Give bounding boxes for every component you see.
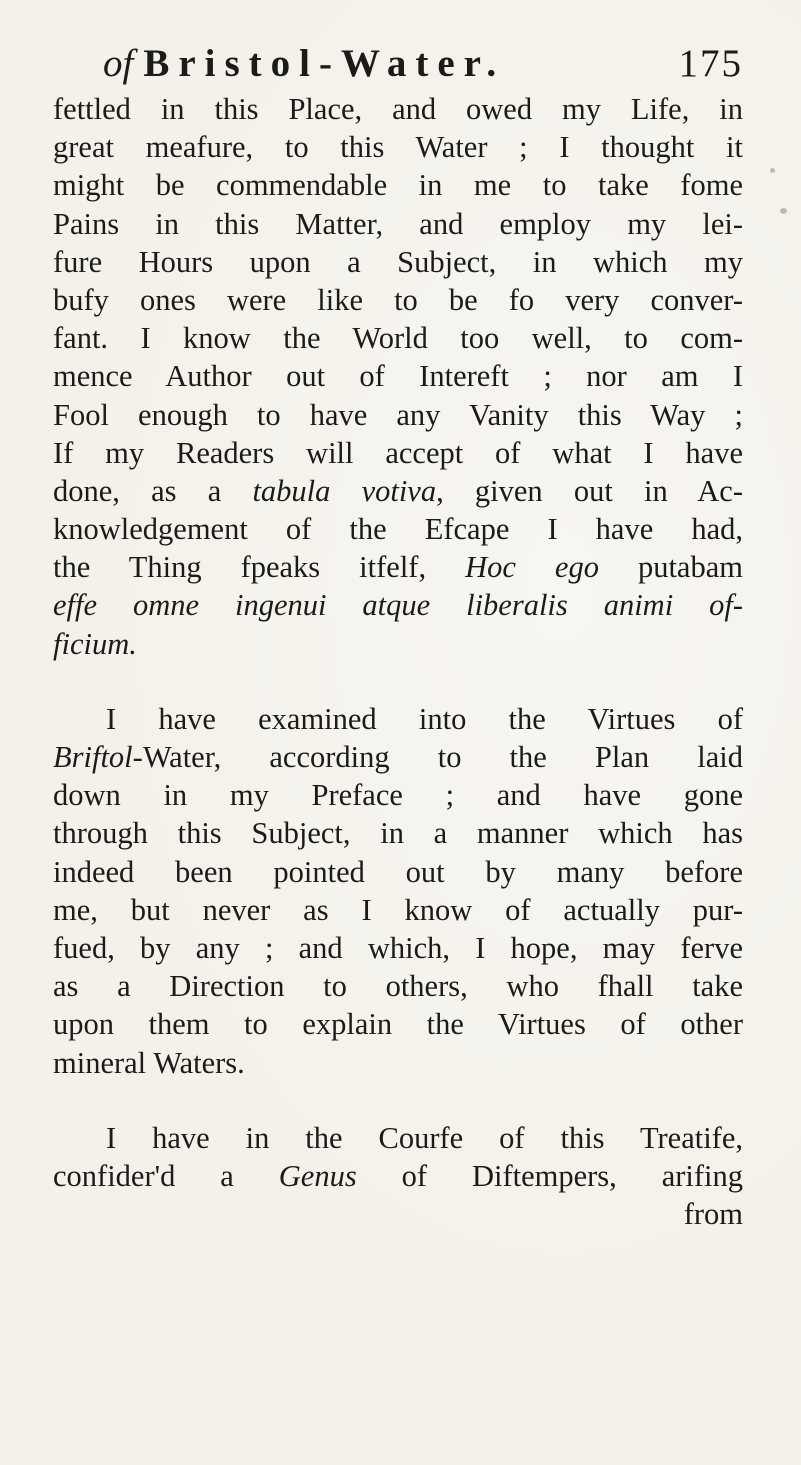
italic-text: Briftol — [53, 740, 133, 774]
text-line — [53, 510, 743, 548]
text-line — [53, 967, 743, 1005]
paragraph — [53, 700, 743, 1082]
text-line — [53, 891, 743, 929]
text-line — [53, 1157, 743, 1195]
text-line — [53, 281, 743, 319]
text-segment: confider'd a — [53, 1158, 279, 1193]
text-line — [53, 586, 743, 624]
text-segment: mineral Waters. — [53, 1045, 245, 1080]
text-segment: Pains in this Matter, and employ my lei- — [53, 206, 743, 241]
text-line — [53, 625, 743, 663]
text-segment: Fool enough to have any Vanity this Way ; — [53, 397, 743, 432]
italic-text: Hoc ego — [465, 550, 599, 585]
text-line — [53, 548, 743, 586]
text-line — [53, 738, 743, 776]
header-of: of — [103, 42, 134, 85]
header-title: Bristol-Water. — [143, 42, 506, 85]
text-line — [53, 929, 743, 967]
text-line — [53, 434, 743, 472]
text-segment: from — [683, 1197, 743, 1232]
text-line — [53, 853, 743, 891]
text-segment: down in my Preface ; and have gone — [53, 778, 743, 813]
text-segment: -Water, according to the Plan laid — [132, 740, 743, 774]
text-segment: through this Subject, in a manner which has — [53, 816, 743, 851]
text-segment: bufy ones were like to be fo very conver- — [53, 282, 743, 317]
text-segment: great meafure, to this Water ; I thought it — [53, 130, 743, 165]
text-line — [53, 205, 743, 243]
paragraph — [53, 1119, 743, 1234]
paragraph — [53, 90, 743, 663]
text-segment: fued, by any ; and which, I hope, may ferve — [53, 930, 743, 965]
text-line — [53, 128, 743, 166]
text-line — [53, 357, 743, 395]
text-line — [53, 700, 743, 738]
text-segment: upon them to explain the Virtues of other — [53, 1007, 743, 1042]
text-segment: , given out in Ac- — [436, 473, 743, 508]
text-line — [53, 776, 743, 814]
text-line — [53, 1005, 743, 1043]
text-segment: done, as a — [53, 473, 253, 508]
text-segment: I have in the Courfe of this Treatife, — [106, 1120, 743, 1155]
italic-text: ficium. — [53, 626, 137, 661]
text-segment: fant. I know the World too well, to com- — [53, 321, 743, 356]
text-segment: knowledgement of the Efcape I have had, — [53, 512, 743, 547]
text-segment: as a Direction to others, who fhall take — [53, 969, 743, 1004]
text-line — [53, 1195, 743, 1233]
text-line — [53, 814, 743, 852]
text-segment: fure Hours upon a Subject, in which my — [53, 244, 743, 279]
text-segment: putabam — [598, 550, 743, 585]
italic-text: Genus — [278, 1158, 357, 1193]
text-line — [53, 166, 743, 204]
text-line — [53, 1044, 743, 1082]
paragraph-gap — [53, 663, 743, 700]
text-segment: the Thing fpeaks itfelf, — [53, 550, 466, 585]
text-segment: me, but never as I know of actually pur- — [53, 892, 743, 927]
text-line — [53, 90, 743, 128]
body-text — [53, 90, 743, 1233]
text-line — [53, 396, 743, 434]
text-segment: indeed been pointed out by many before — [53, 854, 743, 889]
text-line — [53, 243, 743, 281]
text-segment: I have examined into the Virtues of — [106, 701, 743, 736]
text-segment: might be commendable in me to take fome — [53, 168, 743, 203]
text-segment: fettled in this Place, and owed my Life, in — [53, 92, 743, 126]
italic-text: effe omne ingenui atque liberalis animi of- — [53, 588, 743, 623]
text-segment: mence Author out of Intereft ; nor am I — [53, 359, 743, 394]
paragraph-gap — [53, 1082, 743, 1119]
text-segment: If my Readers will accept of what I have — [53, 435, 743, 470]
page-number: 175 — [678, 42, 743, 85]
paper-speck — [780, 208, 787, 214]
text-line — [53, 319, 743, 357]
text-line — [53, 1119, 743, 1157]
text-segment: of Diftempers, arifing — [356, 1158, 743, 1193]
paper-speck — [770, 168, 775, 173]
text-line — [53, 472, 743, 510]
italic-text: tabula votiva — [252, 473, 437, 508]
